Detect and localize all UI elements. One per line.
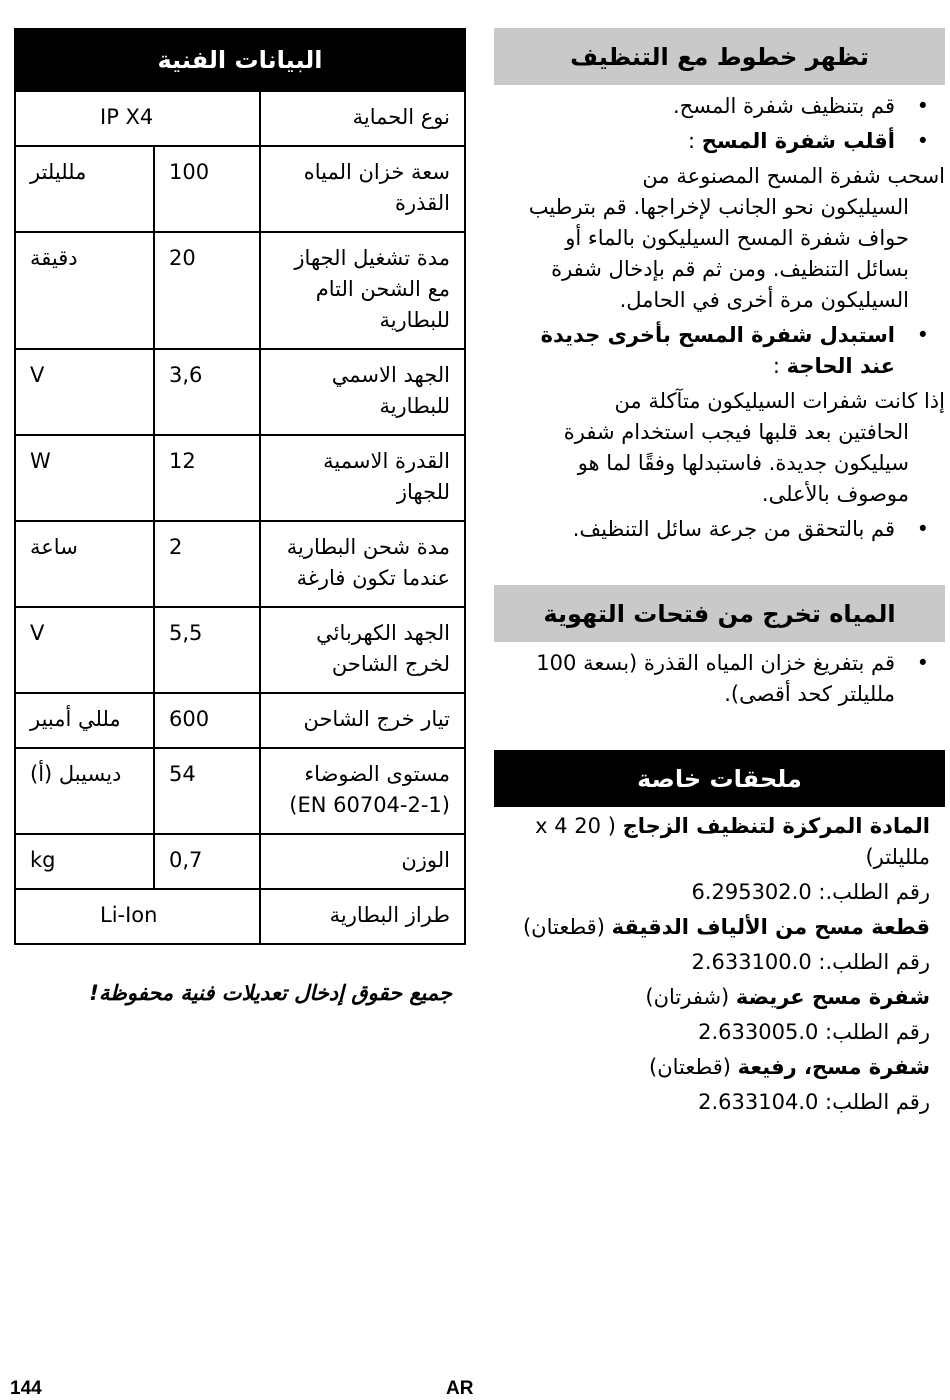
accessory-qty: (قطعتان) bbox=[649, 1055, 738, 1079]
accessory-name-bold: قطعة مسح من الألياف الدقيقة bbox=[611, 915, 930, 939]
accessory-qty: ( 20 x 4 ملليلتر) bbox=[535, 814, 930, 869]
accessory-name bbox=[494, 1052, 930, 1083]
table-row bbox=[15, 349, 465, 435]
streaks-list bbox=[494, 91, 945, 545]
bullet-bold-text: أقلب شفرة المسح bbox=[701, 129, 895, 153]
spec-label: مستوى الضوضاء (EN 60704-2-1) bbox=[260, 748, 465, 834]
spec-value: 20 bbox=[154, 232, 260, 349]
table-row bbox=[15, 232, 465, 349]
spec-label: سعة خزان المياه القذرة bbox=[260, 146, 465, 232]
table-row bbox=[15, 607, 465, 693]
vents-heading: المياه تخرج من فتحات التهوية bbox=[494, 585, 945, 642]
accessory-item bbox=[494, 1052, 930, 1118]
accessory-order-number: رقم الطلب.: 2.633100.0 bbox=[691, 950, 930, 974]
right-column bbox=[494, 28, 945, 1122]
spec-unit: ملليلتر bbox=[15, 146, 154, 232]
bullet-rest-text: : bbox=[687, 129, 702, 153]
accessory-item bbox=[494, 912, 930, 978]
spec-value: 12 bbox=[154, 435, 260, 521]
spec-label: الوزن bbox=[260, 834, 465, 889]
paragraph-continuation: الحافتين بعد قلبها فيجب استخدام شفرة سيليكون جديدة. فاستبدلها وفقًا لما هو موصوف بالأعلى. bbox=[563, 420, 909, 506]
table-row bbox=[15, 748, 465, 834]
instruction-paragraph bbox=[508, 161, 945, 316]
spec-label: القدرة الاسمية للجهاز bbox=[260, 435, 465, 521]
spec-unit: ساعة bbox=[15, 521, 154, 607]
spec-value: IP X4 bbox=[15, 91, 260, 146]
spec-unit: مللي أمبير bbox=[15, 693, 154, 748]
accessory-item bbox=[494, 982, 930, 1048]
paragraph-first-line: إذا كانت شفرات السيليكون متآكلة من bbox=[614, 389, 945, 413]
table-row bbox=[15, 435, 465, 521]
spec-label: مدة شحن البطارية عندما تكون فارغة bbox=[260, 521, 465, 607]
bullet-item: • قم بتفريغ خزان المياه القذرة (بسعة 100 ملليلتر كحد أقصى). bbox=[508, 648, 895, 710]
accessory-item bbox=[494, 811, 930, 908]
accessories-list bbox=[494, 811, 945, 1118]
table-row bbox=[15, 834, 465, 889]
paragraph-first-line: اسحب شفرة المسح المصنوعة من bbox=[642, 164, 945, 188]
bullet-item: • قم بتنظيف شفرة المسح. bbox=[508, 91, 895, 122]
spec-unit: kg bbox=[15, 834, 154, 889]
bullet-item: • قم بالتحقق من جرعة سائل التنظيف. bbox=[508, 514, 895, 545]
accessory-qty: (قطعتان) bbox=[522, 915, 612, 939]
spec-value: 5,5 bbox=[154, 607, 260, 693]
streaks-heading: تظهر خطوط مع التنظيف bbox=[494, 28, 945, 85]
accessory-name-bold: شفرة مسح عريضة bbox=[735, 985, 930, 1009]
left-column bbox=[14, 28, 466, 1005]
spec-label: طراز البطارية bbox=[260, 889, 465, 944]
rights-note: جميع حقوق إدخال تعديلات فنية محفوظة! bbox=[89, 981, 452, 1005]
spec-unit: V bbox=[15, 349, 154, 435]
language-code: AR bbox=[446, 1378, 474, 1399]
spec-value: 54 bbox=[154, 748, 260, 834]
accessory-name-bold: شفرة مسح، رفيعة bbox=[737, 1055, 930, 1079]
table-row bbox=[15, 91, 465, 146]
spec-label: نوع الحماية bbox=[260, 91, 465, 146]
bullet-rest-text: : bbox=[772, 354, 787, 378]
table-row bbox=[15, 889, 465, 944]
accessory-name bbox=[494, 811, 930, 873]
spec-value: 2 bbox=[154, 521, 260, 607]
spec-value: 600 bbox=[154, 693, 260, 748]
page-number: 144 bbox=[10, 1378, 42, 1399]
spec-unit: W bbox=[15, 435, 154, 521]
spec-unit: دقيقة bbox=[15, 232, 154, 349]
spec-unit: ديسيبل (أ) bbox=[15, 748, 154, 834]
spec-value: 0,7 bbox=[154, 834, 260, 889]
spec-value: Li-Ion bbox=[15, 889, 260, 944]
accessory-order-number: رقم الطلب: 2.633005.0 bbox=[698, 1020, 930, 1044]
accessory-order-number: رقم الطلب.: 6.295302.0 bbox=[691, 880, 930, 904]
spec-label: مدة تشغيل الجهاز مع الشحن التام للبطارية bbox=[260, 232, 465, 349]
spec-label: الجهد الاسمي للبطارية bbox=[260, 349, 465, 435]
vents-list bbox=[494, 648, 945, 710]
bullet-item bbox=[508, 320, 895, 382]
accessory-name bbox=[494, 912, 930, 943]
accessory-order-number: رقم الطلب: 2.633104.0 bbox=[698, 1090, 930, 1114]
instruction-paragraph bbox=[508, 386, 945, 510]
technical-data-heading: البيانات الفنية bbox=[15, 29, 465, 91]
table-row bbox=[15, 521, 465, 607]
accessory-name-bold: المادة المركزة لتنظيف الزجاج bbox=[622, 814, 930, 838]
accessories-heading: ملحقات خاصة bbox=[494, 750, 945, 807]
spec-label: تيار خرج الشاحن bbox=[260, 693, 465, 748]
spec-value: 100 bbox=[154, 146, 260, 232]
accessory-name bbox=[494, 982, 930, 1013]
technical-data-table bbox=[14, 28, 466, 945]
accessory-qty: (شفرتان) bbox=[645, 985, 736, 1009]
spec-value: 3,6 bbox=[154, 349, 260, 435]
bullet-item bbox=[508, 126, 895, 157]
spec-unit: V bbox=[15, 607, 154, 693]
spec-label: الجهد الكهربائي لخرج الشاحن bbox=[260, 607, 465, 693]
bullet-bold-text: استبدل شفرة المسح بأخرى جديدة عند الحاجة bbox=[540, 323, 895, 378]
table-row bbox=[15, 146, 465, 232]
table-row bbox=[15, 693, 465, 748]
paragraph-continuation: السيليكون نحو الجانب لإخراجها. قم بترطيب حواف شفرة المسح السيليكون بالماء أو بسائل التنظيف. ومن ثم قم بإدخال شفرة السيليكون مرة أخرى في الحامل. bbox=[528, 195, 909, 312]
